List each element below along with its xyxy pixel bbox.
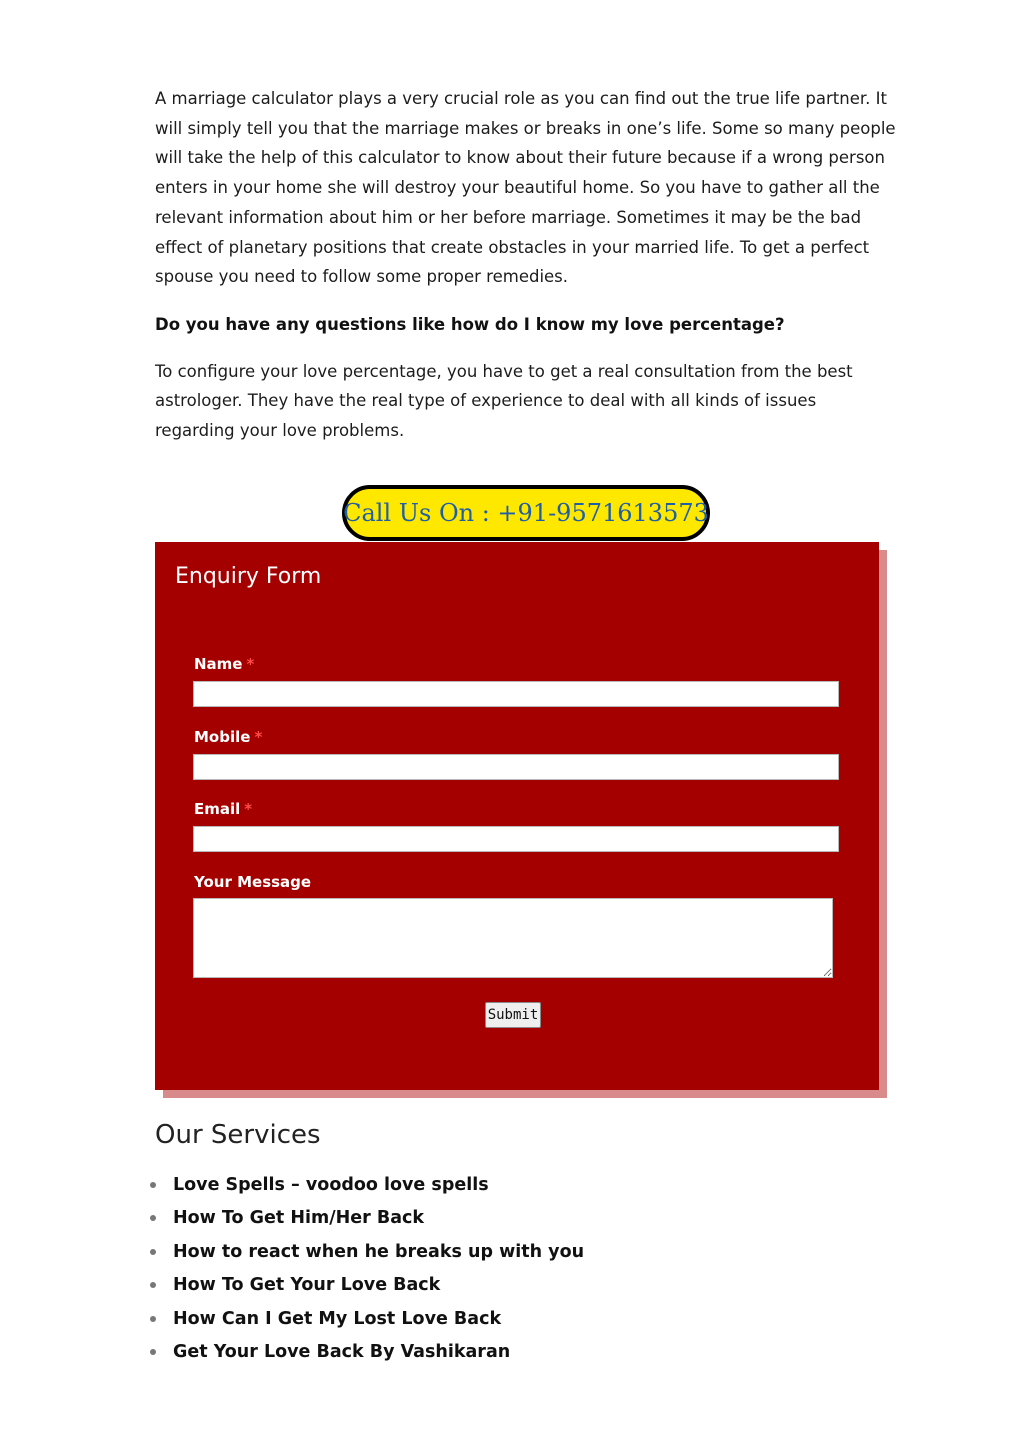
answer-line: regarding your love problems.	[155, 421, 405, 441]
question-heading: Do you have any questions like how do I know my love percentage?	[155, 314, 785, 334]
list-item	[150, 1168, 584, 1202]
required-asterisk: *	[244, 800, 253, 818]
list-item	[150, 1235, 584, 1269]
article-body	[155, 84, 907, 446]
intro-line: A marriage calculator plays a very crucial role as you can find out the true life partner. It	[155, 89, 887, 108]
answer-paragraph	[155, 357, 907, 446]
intro-line: effect of planetary positions that create obstacles in your married life. To get a perfect	[155, 237, 870, 257]
submit-button[interactable]: Submit	[485, 1002, 541, 1028]
answer-line: astrologer. They have the real type of experience to deal with all kinds of issues	[155, 391, 817, 411]
intro-line: spouse you need to follow some proper remedies.	[155, 267, 569, 287]
bullet-dot-icon	[150, 1282, 156, 1288]
list-item	[150, 1269, 584, 1303]
bullet-dot-icon	[150, 1249, 156, 1255]
service-link[interactable]: Get Your Love Back By Vashikaran	[173, 1342, 511, 1363]
services-title: Our Services	[155, 1120, 321, 1150]
list-item	[150, 1302, 584, 1336]
bullet-dot-icon	[150, 1215, 156, 1221]
call-us-wrapper	[342, 485, 710, 541]
enquiry-form-title: Enquiry Form	[175, 564, 322, 589]
answer-line: To configure your love percentage, you have to get a real consultation from the best	[155, 361, 853, 381]
enquiry-form	[155, 542, 879, 1090]
intro-line: will take the help of this calculator to know about their future because if a wrong person	[155, 148, 885, 168]
email-label-text: Email	[194, 800, 241, 818]
name-label	[194, 655, 254, 673]
intro-line: will simply tell you that the marriage makes or breaks in one’s life. Some so many people	[155, 118, 896, 138]
required-asterisk: *	[254, 728, 263, 746]
mobile-label	[194, 728, 262, 746]
email-label	[194, 800, 252, 818]
call-us-button[interactable]: Call Us On : +91-9571613573	[342, 485, 710, 541]
name-input[interactable]	[193, 681, 839, 707]
intro-line: relevant information about him or her before marriage. Sometimes it may be the bad	[155, 207, 862, 227]
service-link[interactable]: How To Get Him/Her Back	[173, 1208, 425, 1229]
bullet-dot-icon	[150, 1349, 156, 1355]
service-link[interactable]: Love Spells – voodoo love spells	[173, 1174, 489, 1195]
list-item	[150, 1202, 584, 1236]
email-input[interactable]	[193, 826, 839, 852]
name-label-text: Name	[194, 655, 243, 673]
intro-paragraph	[155, 84, 907, 292]
service-link[interactable]: How To Get Your Love Back	[173, 1275, 441, 1296]
list-item	[150, 1336, 584, 1370]
required-asterisk: *	[246, 655, 255, 673]
bullet-dot-icon	[150, 1182, 156, 1188]
message-textarea[interactable]	[193, 898, 833, 978]
mobile-label-text: Mobile	[194, 728, 251, 746]
service-link[interactable]: How Can I Get My Lost Love Back	[173, 1308, 502, 1329]
mobile-input[interactable]	[193, 754, 839, 780]
service-link[interactable]: How to react when he breaks up with you	[173, 1241, 585, 1262]
intro-line: enters in your home she will destroy your beautiful home. So you have to gather all the	[155, 178, 880, 198]
message-label: Your Message	[194, 873, 312, 891]
bullet-dot-icon	[150, 1316, 156, 1322]
services-list	[150, 1168, 584, 1369]
